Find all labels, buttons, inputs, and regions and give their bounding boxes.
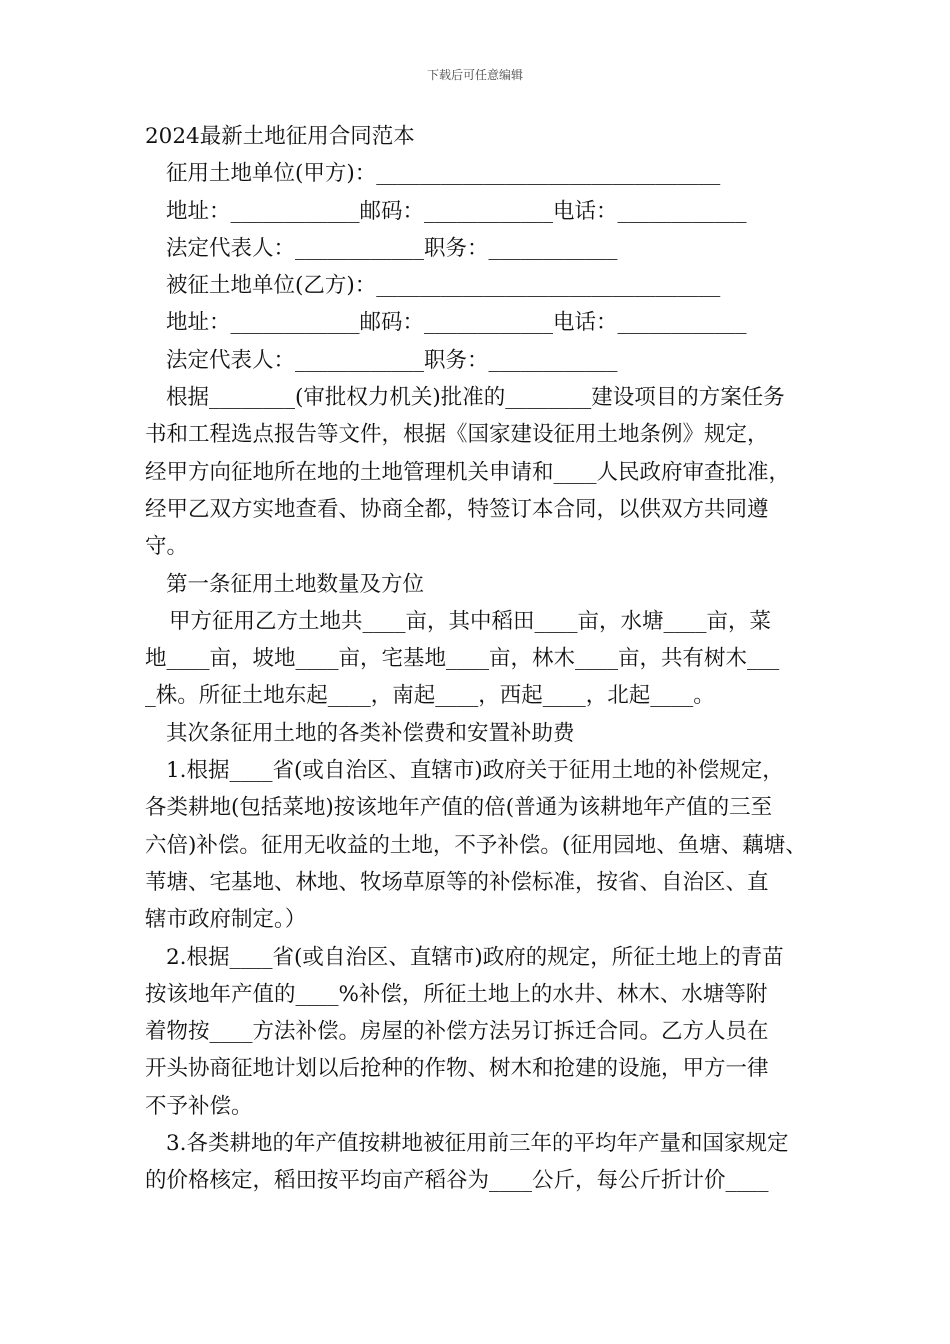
document-line: 经甲方向征地所在地的土地管理机关申请和____人民政府审查批准， bbox=[145, 459, 791, 485]
document-line: 根据________(审批权力机关)批准的________建设项目的方案任务 bbox=[166, 385, 785, 411]
document-line: 苇塘、宅基地、林地、牧场草原等的补偿标准，按省、自治区、直 bbox=[145, 869, 769, 895]
document-lines bbox=[145, 155, 825, 1199]
document-line: 辖市政府制定。） bbox=[145, 907, 307, 933]
document-line: 其次条征用土地的各类补偿费和安置补助费 bbox=[166, 720, 575, 746]
document-line: 第一条征用土地数量及方位 bbox=[166, 571, 425, 597]
document-line: 各类耕地(包括菜地)按该地年产值的倍(普通为该耕地年产值的三至 bbox=[145, 795, 773, 821]
document-line: 3.各类耕地的年产值按耕地被征用前三年的平均年产量和国家规定 bbox=[166, 1131, 789, 1157]
document-line: 甲方征用乙方土地共____亩，其中稻田____亩，水塘____亩，菜 bbox=[169, 608, 772, 634]
document-line: 地____亩，坡地____亩，宅基地____亩，林木____亩，共有树木___ bbox=[145, 646, 780, 672]
document-line: 1.根据____省(或自治区、直辖市)政府关于征用土地的补偿规定， bbox=[166, 758, 784, 784]
document-body bbox=[145, 118, 825, 1200]
document-line: 的价格核定，稻田按平均亩产稻谷为____公斤，每公斤折计价____ bbox=[145, 1168, 769, 1194]
document-line: 按该地年产值的____%补偿，所征土地上的水井、林木、水塘等附 bbox=[145, 981, 768, 1007]
document-line: 法定代表人：____________职务：____________ bbox=[166, 235, 618, 261]
document-line: 书和工程选点报告等文件，根据《国家建设征用土地条例》规定， bbox=[145, 422, 769, 448]
document-line: 被征土地单位(乙方)：________________________________ bbox=[166, 273, 721, 299]
document-line: 法定代表人：____________职务：____________ bbox=[166, 347, 618, 373]
document-line: 着物按____方法补偿。房屋的补偿方法另订拆迁合同。乙方人员在 bbox=[145, 1019, 769, 1045]
page-header: 下载后可任意编辑 bbox=[426, 68, 523, 82]
document-line: 征用土地单位(甲方)：________________________________ bbox=[166, 161, 721, 187]
document-line: 六倍)补偿。征用无收益的土地，不予补偿。(征用园地、鱼塘、藕塘、 bbox=[145, 832, 807, 858]
document-line: 2.根据____省(或自治区、直辖市)政府的规定，所征土地上的青苗 bbox=[166, 944, 784, 970]
document-line: 地址：____________邮码：____________电话：____________ bbox=[166, 310, 747, 336]
document-line: _株。所征土地东起____，南起____，西起____，北起____。 bbox=[145, 683, 715, 709]
document-line: 守。 bbox=[145, 534, 189, 560]
document-line: 地址：____________邮码：____________电话：____________ bbox=[166, 198, 747, 224]
document-line: 不予补偿。 bbox=[145, 1093, 253, 1119]
document-title: 2024最新土地征用合同范本 bbox=[145, 124, 415, 149]
document-line: 经甲乙双方实地查看、协商全都，特签订本合同，以供双方共同遵 bbox=[145, 496, 769, 522]
document-line: 开头协商征地计划以后抢种的作物、树木和抢建的设施，甲方一律 bbox=[145, 1056, 769, 1082]
